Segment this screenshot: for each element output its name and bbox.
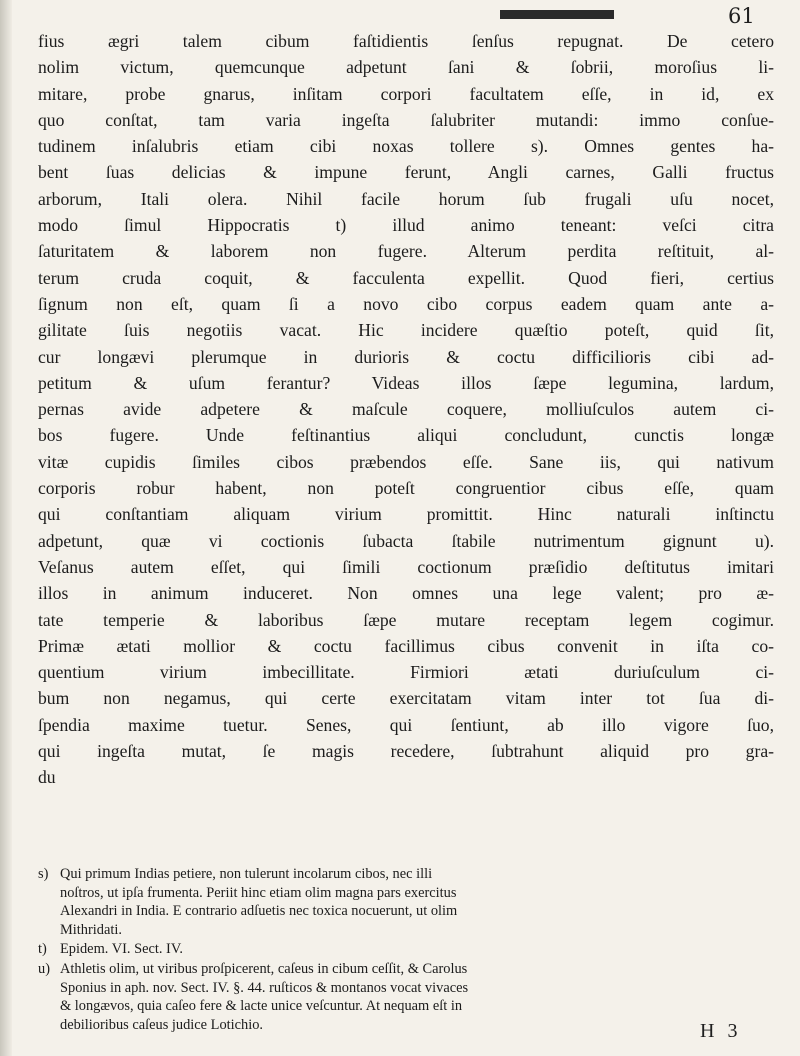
text-line: qui conſtantiam aliquam virium promittit. Hinc naturali inſtinctu (38, 504, 774, 525)
text-line: illos in animum induceret. Non omnes una lege valent; pro æ- (38, 583, 774, 604)
text-line: petitum & uſum ferantur? Videas illos ſæpe legumina, lardum, (38, 372, 774, 393)
text-line: gilitate ſuis negotiis vacat. Hic incidere quæſtio poteſt, quid ſit, (38, 320, 774, 341)
text-line: terum cruda coquit, & facculenta expellit. Quod fieri, certius (38, 267, 774, 288)
text-line: mitare, probe gnarus, inſitam corpori facultatem eſſe, in id, ex (38, 83, 774, 104)
text-line: ſaturitatem & laborem non fugere. Alterum perdita reſtituit, al- (38, 241, 774, 262)
catchword: du (38, 767, 56, 788)
text-line: Veſanus autem eſſet, qui ſimili coctionum præſidio deſtitutus imitari (38, 556, 774, 577)
text-line: corporis robur habent, non poteſt congruentior cibus eſſe, quam (38, 478, 774, 499)
text-line: nolim victum, quemcunque adpetunt ſani & ſobrii, moroſius li- (38, 57, 774, 78)
footnote-line: Alexandri in India. E contrario adſuetis nec toxica nocuerunt, ut olim (60, 903, 458, 920)
text-line: pernas avide adpetere & maſcule coquere, molliuſculos autem ci- (38, 399, 774, 420)
footnote-mark: u) (38, 960, 50, 977)
text-line: bos fugere. Unde feſtinantius aliqui concludunt, cunctis longæ (38, 425, 774, 446)
text-line: Primæ ætati mollior & coctu facillimus cibus convenit in iſta co- (38, 635, 774, 656)
signature-mark: H 3 (700, 1020, 742, 1042)
text-line: tudinem inſalubris etiam cibi noxas tollere s). Omnes gentes ha- (38, 136, 774, 157)
text-line: arborum, Itali olera. Nihil facile horum ſub frugali uſu nocet, (38, 188, 774, 209)
text-line: bent ſuas delicias & impune ferunt, Angli carnes, Galli fructus (38, 162, 774, 183)
footnote-line: Qui primum Indias petiere, non tulerunt incolarum cibos, nec illi (60, 866, 433, 882)
footnote-t (38, 940, 774, 959)
text-line: quentium virium imbecillitate. Firmiori ætati duriuſculum ci- (38, 662, 774, 683)
text-line: vitæ cupidis ſimiles cibos præbendos eſſe. Sane iis, qui nativum (38, 451, 774, 472)
text-line: ſignum non eſt, quam ſi a novo cibo corpus eadem quam ante a- (38, 293, 774, 314)
text-line: modo ſimul Hippocratis t) illud animo teneant: veſci citra (38, 215, 774, 236)
footnote-mark: s) (38, 866, 49, 882)
text-line: tate temperie & laboribus ſæpe mutare receptam legem cogimur. (38, 609, 774, 630)
footnote-s (38, 865, 774, 939)
text-line: qui ingeſta mutat, ſe magis recedere, ſubtrahunt aliquid pro gra- (38, 741, 774, 762)
footnote-line: Athletis olim, ut viribus proſpicerent, caſeus in cibum ceſſit, & Carolus (60, 960, 468, 977)
text-line: ſpendia maxime tuetur. Senes, qui ſentiunt, ab illo vigore ſuo, (38, 714, 774, 735)
footnotes (38, 865, 774, 1035)
footnote-line: & longævos, quia caſeo fere & lacte unice veſcuntur. At nequam eſt in (60, 998, 463, 1015)
footnote-line: Mithridati. (60, 921, 122, 938)
main-paragraph (38, 28, 774, 791)
footnote-line: debilioribus caſeus judice Lotichio. (60, 1016, 264, 1033)
footnote-line: Sponius in aph. nov. Sect. IV. §. 44. ruſticos & montanos vocat vivaces (60, 979, 469, 996)
text-line: adpetunt, quæ vi coctionis ſubacta ſtabile nutrimentum gignunt u). (38, 530, 774, 551)
footnote-mark: t) (38, 941, 47, 958)
page-gutter (0, 0, 12, 1056)
page-number: 61 (728, 4, 755, 28)
main-text (38, 28, 774, 791)
text-line: cur longævi plerumque in durioris & coctu difficilioris cibi ad- (38, 346, 774, 367)
footnote-line: Epidem. VI. Sect. IV. (60, 941, 183, 958)
header-rule (500, 10, 614, 19)
text-line: fius ægri talem cibum faſtidientis ſenſus repugnat. De cetero (38, 31, 774, 51)
footnote-u (38, 960, 774, 1034)
text-line: quo conſtat, tam varia ingeſta ſalubriter mutandi: immo conſue- (38, 109, 774, 130)
text-line: bum non negamus, qui certe exercitatam vitam inter tot ſua di- (38, 688, 774, 709)
footnote-line: noſtros, ut ipſa frumenta. Periit hinc etiam olim magna pars exercitus (60, 884, 457, 901)
